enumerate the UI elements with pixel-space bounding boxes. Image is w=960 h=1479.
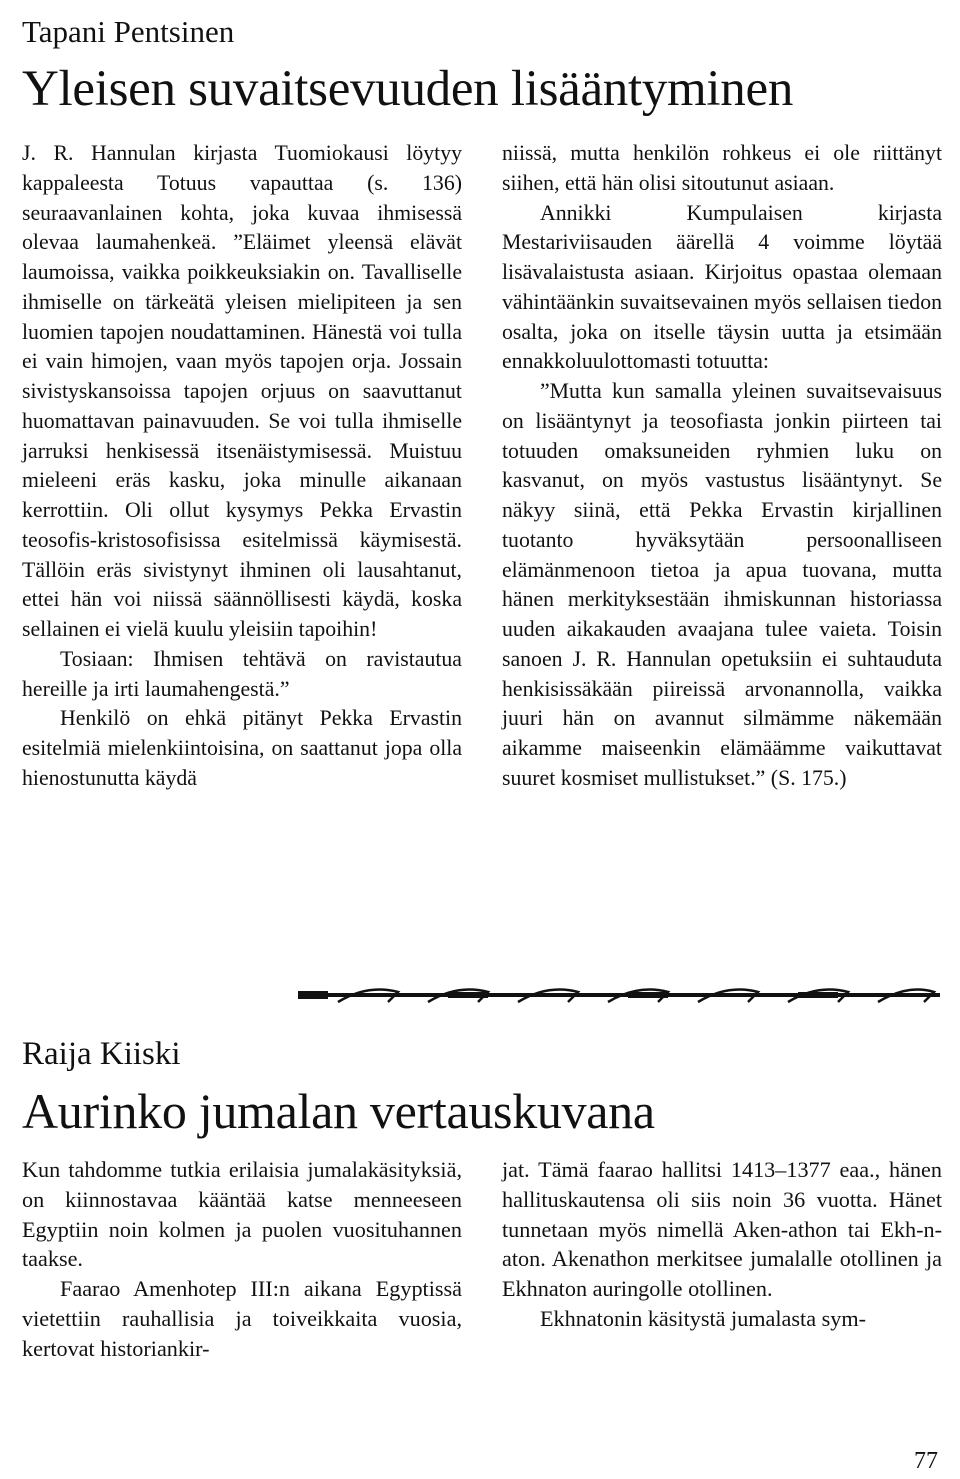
article2-left-column bbox=[22, 1155, 462, 1364]
article2-right-paragraph-1: jat. Tämä faarao hallitsi 1413–1377 eaa., hänen hallituskautensa oli siis noin 36 vuotta. Hänet tunnetaan myös nimellä Aken-athon tai Ekh-n-aton. Akenathon merkitsee jumalalle otollinen ja Ekhnaton auringolle otollinen. bbox=[502, 1157, 942, 1302]
article1-left-column bbox=[22, 139, 462, 794]
article1-right-paragraph-3: ”Mutta kun samalla yleinen suvaitsevaisuus on lisääntynyt ja teosofiasta jonkin piirteen tai totuuden omaksuneiden ryhmien luku on kasvanut, on myös vastustus lisääntynyt. Se näkyy siinä, että Pekka Ervastin kirjallinen tuotanto hyväksytään persoonalliseen elämänmenoon tietoa ja apua tuovana, mutta hänen merkityksestään ihmiskunnan historiassa uuden aikakauden avaajana tulee vaieta. Toisin sanoen J. R. Hannulan opetuksiin ei suhtauduta henkisissäkään piireissä arvonannolla, vaikka juuri hän on avannut silmämme näkemään aikamme maiseenkin elämäämme vaikuttavat suuret kosmiset mullistukset.” (S. 175.) bbox=[502, 379, 942, 790]
article1-right-column bbox=[502, 139, 942, 794]
article1-left-paragraph-1: J. R. Hannulan kirjasta Tuomiokausi löytyy kappaleesta Totuus vapauttaa (s. 136) seuraavanlainen kohta, joka kuvaa ihmisessä olevaa laumahenkeä. ”Eläimet yleensä elävät laumoissa, vaikka poikkeuksiakin on. Tavalliselle ihmiselle on tärkeätä yleisen mielipiteen ja sen luomien tapojen noudattaminen. Hänestä voi tulla ei vain himojen, vaan myös tapojen orja. Jossain sivistyskansoissa tapojen orjuus on saavuttanut huomattavan painavuuden. Se voi tulla ihmiselle jarruksi henkisessä itsenäistymisessä. Muistuu mieleeni eräs kasku, joka minulle aikanaan kerrottiin. Oli ollut kysymys Pekka Ervastin teosofis-kristosofisissa esitelmissä käymisestä. Tällöin eräs sivistynyt ihminen oli lausahtanut, ettei hän voi niissä säännöllisesti käydä, koska sellainen ei vielä kuulu yleisiin tapoihin! bbox=[22, 141, 462, 641]
article1-right-paragraph-2: Annikki Kumpulaisen kirjasta Mestariviisauden äärellä 4 voimme löytää lisävalaistusta asiaan. Kirjoitus opastaa olemaan vähintäänkin suvaitsevainen myös sellaisen tiedon osalta, joka on itselle täysin uutta ja etsimään ennakkoluulottomasti totuutta: bbox=[502, 200, 942, 374]
article2-left-paragraph-1: Kun tahdomme tutkia erilaisia jumalakäsityksiä, on kiinnostavaa kääntää katse menneeseen Egyptiin noin kolmen ja puolen vuosituhannen taakse. bbox=[22, 1157, 462, 1272]
page-number: 77 bbox=[914, 1448, 938, 1474]
article2-left-paragraph-2: Faarao Amenhotep III:n aikana Egyptissä vietettiin rauhallisia ja toiveikkaita vuosia, kertovat historiankir- bbox=[22, 1276, 462, 1361]
article1-right-paragraph-1: niissä, mutta henkilön rohkeus ei ole riittänyt siihen, että hän olisi sitoutunut asiaan. bbox=[502, 141, 942, 195]
article1-title: Yleisen suvaitsevuuden lisääntyminen bbox=[22, 61, 794, 117]
article1-left-paragraph-3: Henkilö on ehkä pitänyt Pekka Ervastin esitelmiä mielenkiintoisina, on saattanut jopa olla hienostunutta käydä bbox=[22, 706, 462, 790]
article2-right-paragraph-2: Ekhnatonin käsitystä jumalasta sym- bbox=[540, 1305, 866, 1331]
article2-right-column bbox=[502, 1155, 942, 1334]
article1-author: Tapani Pentsinen bbox=[22, 14, 235, 49]
ornamental-divider-icon bbox=[298, 982, 940, 1006]
article2-author: Raija Kiiski bbox=[22, 1036, 181, 1072]
article1-left-paragraph-2: Tosiaan: Ihmisen tehtävä on ravistautua hereille ja irti laumahengestä.” bbox=[22, 646, 462, 701]
article2-title: Aurinko jumalan vertauskuvana bbox=[22, 1083, 655, 1139]
